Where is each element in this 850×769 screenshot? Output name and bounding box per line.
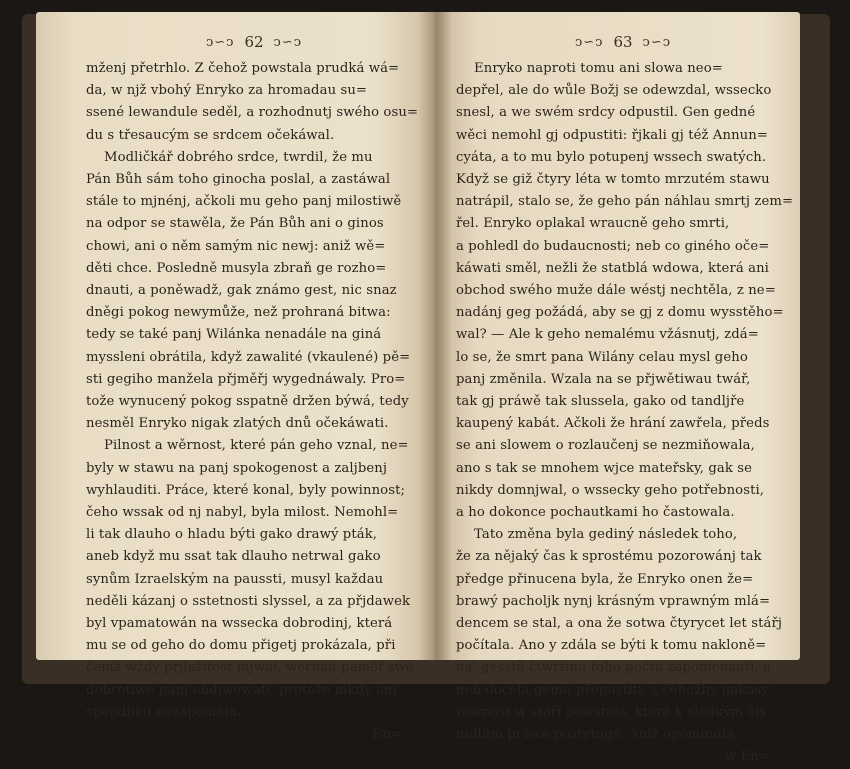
text-line: snesl, a we swém srdcy odpustil. Gen gedné bbox=[456, 105, 756, 121]
text-line: mu se od geho do domu přigetj prokázala, při bbox=[86, 638, 396, 654]
text-line: káwati směl, nežli že statblá wdowa, která ani bbox=[456, 260, 769, 276]
text-line: dobrotiwé panj obdiwowati, protože nikdy ani bbox=[86, 682, 397, 698]
text-line: spendljku nezapoměla. bbox=[86, 704, 242, 720]
text-line: předge přinucena byla, že Enryko onen že= bbox=[456, 571, 754, 587]
text-line: myssleni obrátila, když zawalité (vkaulené) pě= bbox=[86, 349, 411, 365]
text-line: panj změnila. Wzala na se přjwětiwau twář, bbox=[456, 371, 751, 387]
text-line: Když se giž čtyry léta w tomto mrzutém stawu bbox=[456, 172, 770, 188]
text-line: nikdy domnjwal, o wssecky geho potřebnosti, bbox=[456, 482, 765, 498]
text-line: na, gesstě čtwrtinu toho počtu zapomenauti, a bbox=[456, 660, 772, 676]
ornament-icon: ↄ∽ↄ bbox=[205, 34, 235, 50]
text-line: nesměl Enryko nigak zlatých dnů očekáwati. bbox=[86, 416, 389, 432]
text-line: da, w njž vbohý Enryko za hromadau su= bbox=[86, 83, 368, 99]
page-number: 62 bbox=[244, 33, 264, 51]
catchword: En= bbox=[372, 727, 402, 743]
text-line: že za nějaký čas k sprostému pozorowánj tak bbox=[456, 549, 762, 565]
text-line: ssené lewandule seděl, a rozhodnutj swého osu= bbox=[86, 105, 419, 121]
text-line: nidlům práwa postytuge. Aniž opominula, bbox=[456, 727, 739, 743]
text-line: řel. Enryko oplakal wraucně geho smrti, bbox=[456, 216, 730, 232]
ornament-icon: ↄ∽ↄ bbox=[574, 34, 604, 50]
catchword: w En= bbox=[724, 749, 770, 765]
text-line: wal? — Ale k geho nemalému vžásnutj, zdá= bbox=[456, 327, 759, 343]
text-line: nadánj geg požádá, aby se gj z domu wysstěho= bbox=[456, 305, 784, 321]
page-number: 63 bbox=[613, 33, 633, 51]
text-line: čemž wždy přjležitost mjwal, wěrnau paměť swé bbox=[86, 660, 414, 676]
text-line: dencem se stal, a ona že sotwa čtyrycet let stářj bbox=[456, 616, 783, 632]
text-line: depřel, ale do wůle Božj se odewzdal, wssecko bbox=[456, 83, 772, 99]
text-line: rownost w stářj powstala, která k sladkým čis bbox=[456, 704, 767, 720]
text-line: kaupený kabát. Ačkoli že hrání zawřela, předs bbox=[456, 416, 770, 432]
text-line: Tato změna byla gediný následek toho, bbox=[474, 527, 738, 543]
text-line: a ho dokonce pochautkami ho častowala. bbox=[456, 505, 735, 521]
text-line: du s třesaucým se srdcem očekáwal. bbox=[86, 127, 335, 143]
text-line: stále to mjnénj, ačkoli mu geho panj milostiwě bbox=[86, 194, 402, 210]
text-line: Pilnost a wěrnost, které pán geho vznal, ne= bbox=[104, 438, 409, 454]
text-line: děti chce. Posledně musyla zbraň ge rozho= bbox=[86, 260, 387, 276]
text-line: lo se, že smrt pana Wilány celau mysl geho bbox=[456, 349, 748, 365]
text-line: obchod swého muže dále wéstj nechtěla, z ne= bbox=[456, 283, 776, 299]
text-line: synům Izraelským na paussti, musyl každau bbox=[86, 571, 384, 587]
text-line: sti gegiho manžela přjměřj wygednáwaly. Pro= bbox=[86, 371, 406, 387]
right-page-text bbox=[456, 58, 794, 746]
left-page-header bbox=[86, 28, 422, 56]
text-line: wyhlauditi. Práce, které konal, byly powinnost; bbox=[86, 482, 406, 498]
text-line: neděli kázanj o sstetnosti slyssel, a za přjdawek bbox=[86, 593, 411, 609]
text-line: čeho wssak od nj nabyl, byla milost. Nemohl= bbox=[86, 505, 399, 521]
text-line: chowi, ani o něm samým nic newj: aniž wě= bbox=[86, 238, 386, 254]
text-line: brawý pacholjk nynj krásným vprawným mlá= bbox=[456, 593, 771, 609]
ornament-icon: ↄ∽ↄ bbox=[273, 34, 303, 50]
text-line: byl vpamatowán na wssecka dobrodinj, která bbox=[86, 616, 393, 632]
text-line: natrápil, stalo se, že geho pán náhlau smrtj zem= bbox=[456, 194, 794, 210]
left-page bbox=[36, 12, 434, 743]
text-line: tedy se také panj Wilánka nenadále na giná bbox=[86, 327, 382, 343]
text-line: neb docela gemu přepustiti; z čehožby gakásy bbox=[456, 682, 769, 698]
text-line: tože wynucený pokog sspatně držen býwá, tedy bbox=[86, 394, 409, 410]
text-line: počítala. Ano y zdála se býti k tomu nakloně= bbox=[456, 638, 767, 654]
text-line: cyáta, a to mu bylo potupenj wssech swatých. bbox=[456, 149, 767, 165]
text-line: byly w stawu na panj spokogenost a zaljbenj bbox=[86, 460, 388, 476]
text-line: dněgi pokog newymůže, než prohraná bitwa: bbox=[86, 305, 391, 321]
right-page-header bbox=[456, 28, 790, 56]
text-line: dnauti, a poněwadž, gak známo gest, nic snaz bbox=[86, 283, 397, 299]
right-page bbox=[434, 12, 800, 765]
text-line: Enryko naproti tomu ani slowa neo= bbox=[474, 61, 723, 76]
text-line: Modličkář dobrého srdce, twrdil, že mu bbox=[104, 149, 373, 165]
text-line: wěci nemohl gj odpustiti: řjkali gj též Annun= bbox=[456, 127, 768, 143]
text-line: ano s tak se mnohem wjce mateřsky, gak se bbox=[456, 460, 753, 476]
text-line: na odpor se stawěla, že Pán Bůh ani o ginos bbox=[86, 216, 384, 232]
text-line: tak gj práwě tak slussela, gako od tandljře bbox=[456, 394, 745, 410]
text-line: mženj přetrhlo. Z čehož powstala prudká wá= bbox=[86, 61, 400, 76]
text-line: li tak dlauho o hladu býti gako drawý pták, bbox=[86, 527, 378, 543]
ornament-icon: ↄ∽ↄ bbox=[642, 34, 672, 50]
text-line: a pohledl do budaucnosti; neb co giného oče= bbox=[456, 238, 770, 254]
text-line: se ani slowem o rozlaučenj se nezmiňowala, bbox=[456, 438, 755, 454]
left-page-text bbox=[86, 58, 422, 724]
text-line: Pán Bůh sám toho ginocha poslal, a zastáwal bbox=[86, 172, 391, 188]
text-line: aneb když mu ssat tak dlauho netrwal gako bbox=[86, 549, 381, 565]
